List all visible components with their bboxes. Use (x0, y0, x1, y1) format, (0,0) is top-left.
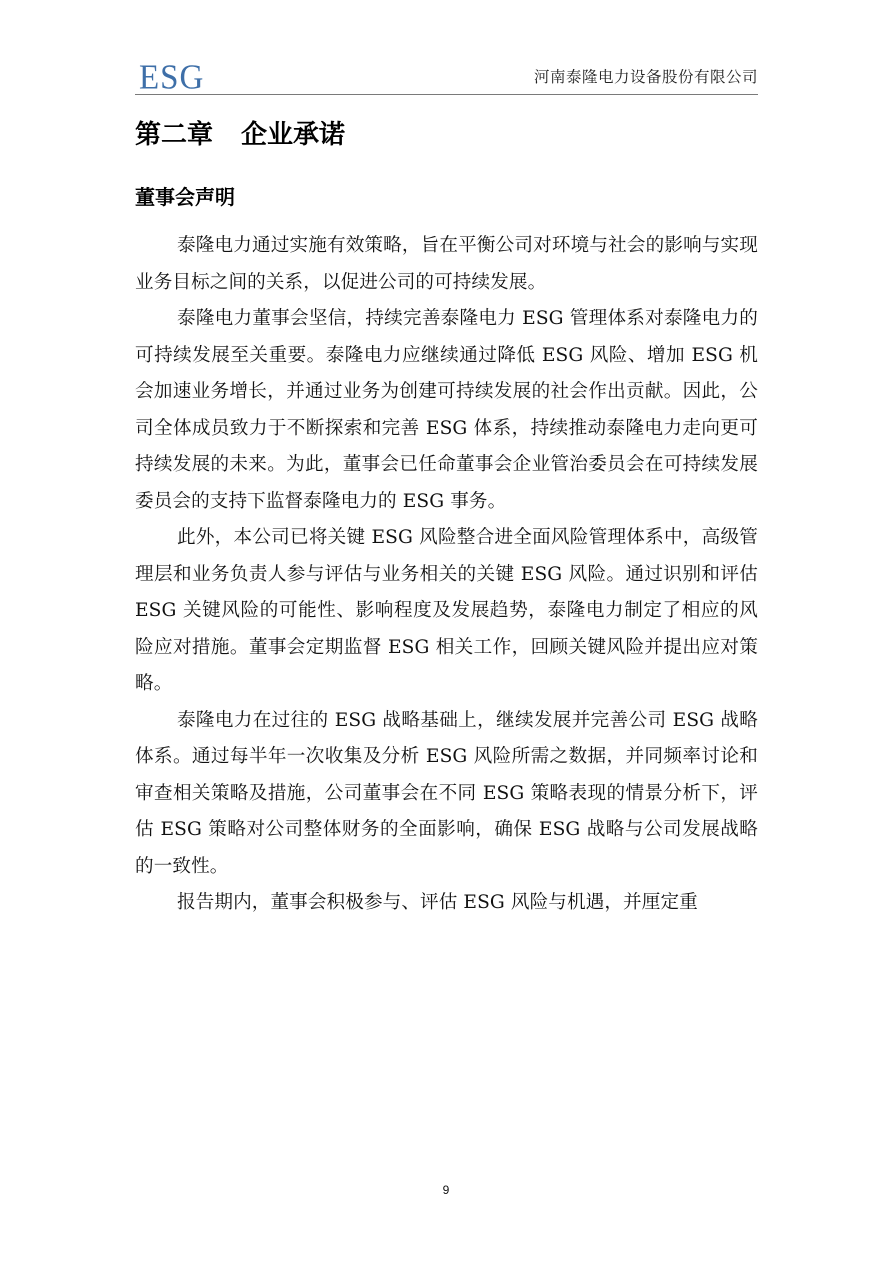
esg-logo: ESG (139, 59, 205, 97)
paragraph: 泰隆电力在过往的 ESG 战略基础上，继续发展并完善公司 ESG 战略体系。通过每半年一次收集及分析 ESG 风险所需之数据，并同频率讨论和审查相关策略及措施，公司董事会在不同 ESG 策略表现的情景分析下，评估 ESG 策略对公司整体财务的全面影响，确保 ESG 战略与公司发展战略的一致性。 (135, 709, 758, 877)
chapter-heading (135, 115, 345, 155)
company-name: 河南泰隆电力设备股份有限公司 (533, 68, 758, 86)
body-text (135, 228, 758, 922)
chapter-title: 企业承诺 (241, 120, 346, 150)
page-header (135, 58, 758, 95)
page-number: 9 (442, 1183, 450, 1197)
paragraph: 泰隆电力通过实施有效策略，旨在平衡公司对环境与社会的影响与实现业务目标之间的关系，以促进公司的可持续发展。 (135, 235, 758, 293)
paragraph: 报告期内，董事会积极参与、评估 ESG 风险与机遇，并厘定重 (177, 892, 698, 913)
section-heading: 董事会声明 (135, 185, 235, 209)
paragraph: 泰隆电力董事会坚信，持续完善泰隆电力 ESG 管理体系对泰隆电力的可持续发展至关重要。泰隆电力应继续通过降低 ESG 风险、增加 ESG 机会加速业务增长，并通过业务为创建可持续发展的社会作出贡献。因此，公司全体成员致力于不断探索和完善 ESG 体系，持续推动泰隆电力走向更可持续发展的未来。为此，董事会已任命董事会企业管治委员会在可持续发展委员会的支持下监督泰隆电力的 ESG 事务。 (135, 308, 758, 512)
paragraph: 此外，本公司已将关键 ESG 风险整合进全面风险管理体系中，高级管理层和业务负责人参与评估与业务相关的关键 ESG 风险。通过识别和评估 ESG 关键风险的可能性、影响程度及发展趋势，泰隆电力制定了相应的风险应对措施。董事会定期监督 ESG 相关工作，回顾关键风险并提出应对策略。 (135, 527, 758, 694)
chapter-number: 第二章 (135, 120, 214, 150)
